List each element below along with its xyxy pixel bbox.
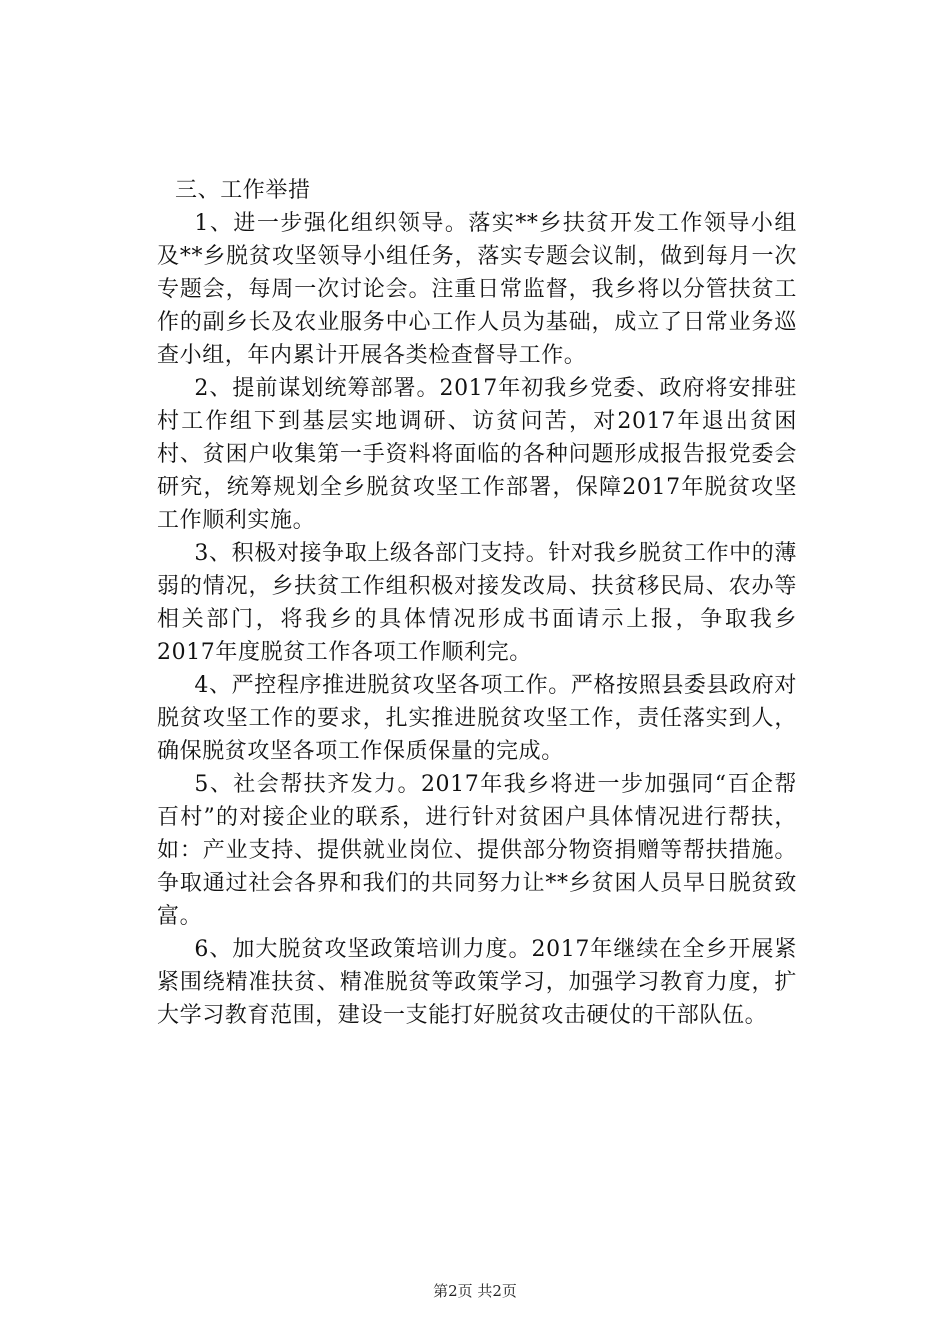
section-heading: 三、工作举措 bbox=[175, 178, 311, 203]
paragraph-5: 5、社会帮扶齐发力。2017年我乡将进一步加强同“百企帮百村”的对接企业的联系，进行针对贫困户具体情况进行帮扶，如：产业支持、提供就业岗位、提供部分物资捐赠等帮扶措施。争取通过社会各界和我们的共同努力让**乡贫困人员早日脱贫致富。 bbox=[157, 772, 797, 929]
paragraph-1: 1、进一步强化组织领导。落实**乡扶贫开发工作领导小组及**乡脱贫攻坚领导小组任务，落实专题会议制，做到每月一次专题会，每周一次讨论会。注重日常监督，我乡将以分管扶贫工作的副乡长及农业服务中心工作人员为基础，成立了日常业务巡查小组，年内累计开展各类检查督导工作。 bbox=[157, 211, 797, 368]
paragraph-2: 2、提前谋划统筹部署。2017年初我乡党委、政府将安排驻村工作组下到基层实地调研、访贫问苦，对2017年退出贫困村、贫困户收集第一手资料将面临的各种问题形成报告报党委会研究，统筹规划全乡脱贫攻坚工作部署，保障2017年脱贫攻坚工作顺利实施。 bbox=[157, 376, 797, 533]
page-footer bbox=[0, 1282, 950, 1300]
page-number-label: 第2页 共2页 bbox=[433, 1282, 517, 1300]
paragraph-4: 4、严控程序推进脱贫攻坚各项工作。严格按照县委县政府对脱贫攻坚工作的要求，扎实推进脱贫攻坚工作，责任落实到人，确保脱贫攻坚各项工作保质保量的完成。 bbox=[157, 673, 797, 764]
paragraph-3: 3、积极对接争取上级各部门支持。针对我乡脱贫工作中的薄弱的情况，乡扶贫工作组积极对接发改局、扶贫移民局、农办等相关部门，将我乡的具体情况形成书面请示上报，争取我乡2017年度脱贫工作各项工作顺利完。 bbox=[157, 541, 797, 665]
document-body bbox=[157, 174, 797, 1032]
paragraph-6: 6、加大脱贫攻坚政策培训力度。2017年继续在全乡开展紧紧围绕精准扶贫、精准脱贫等政策学习，加强学习教育力度，扩大学习教育范围，建设一支能打好脱贫攻击硬仗的干部队伍。 bbox=[157, 937, 797, 1028]
